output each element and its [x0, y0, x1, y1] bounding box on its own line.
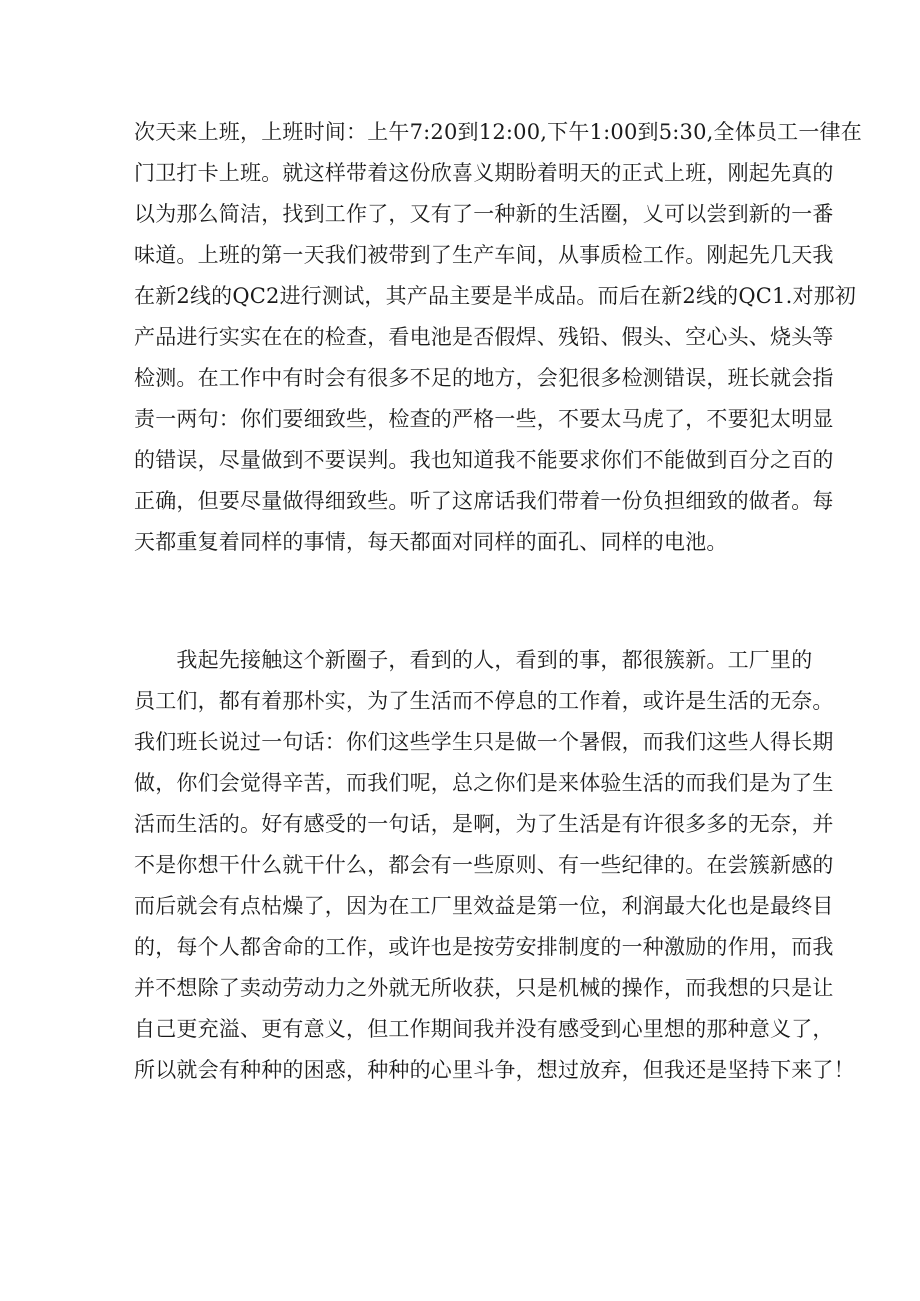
- paragraph-2-line: 活而生活的。好有感受的一句话，是啊，为了生活是有许很多多的无奈，并: [134, 812, 834, 836]
- paragraph-2-line: 我们班长说过一句话：你们这些学生只是做一个暑假，而我们这些人得长期: [134, 730, 834, 754]
- paragraph-2-line: 我起先接触这个新圈子，看到的人，看到的事，都很簇新。工厂里的: [134, 648, 813, 672]
- paragraph-1-line: 责一两句：你们要细致些，检查的严格一些，不要太马虎了，不要犯太明显: [134, 407, 834, 431]
- paragraph-1-line: 的错误，尽量做到不要误判。我也知道我不能要求你们不能做到百分之百的: [134, 448, 834, 472]
- paragraph-1: [134, 112, 862, 563]
- paragraph-1-line: 次天来上班，上班时间：上午7:20到12:00,下午1:00到5:30,全体员工一律在: [134, 120, 862, 144]
- paragraph-2-line: 所以就会有种种的困惑，种种的心里斗争，想过放弃，但我还是坚持下来了！: [134, 1058, 855, 1082]
- paragraph-2: [134, 640, 855, 1091]
- paragraph-1-line: 以为那么简洁，找到工作了，又有了一种新的生活圈，乂可以尝到新的一番: [134, 202, 834, 226]
- paragraph-2-line: 并不想除了卖动劳动力之外就无所收获，只是机械的操作，而我想的只是让: [134, 976, 834, 1000]
- paragraph-1-line: 在新2线的QC2进行测试，其产品主要是半成品。而后在新2线的QC1.对那初: [134, 284, 857, 308]
- paragraph-1-line: 门卫打卡上班。就这样带着这份欣喜义期盼着明天的正式上班，刚起先真的: [134, 161, 834, 185]
- paragraph-2-line: 的，每个人都舍命的工作，或许也是按劳安排制度的一种激励的作用，而我: [134, 935, 834, 959]
- paragraph-1-line: 味道。上班的第一天我们被带到了生产车间，从事质检工作。刚起先几天我: [134, 243, 834, 267]
- paragraph-2-line: 自己更充溢、更有意义，但工作期间我并没有感受到心里想的那种意义了，: [134, 1017, 834, 1041]
- paragraph-1-line: 天都重复着同样的事情，每天都面对同样的面孔、同样的电池。: [134, 530, 728, 554]
- paragraph-1-line: 产品进行实实在在的检查，看电池是否假焊、残铅、假头、空心头、烧头等: [134, 325, 834, 349]
- paragraph-1-line: 正确，但要尽量做得细致些。听了这席话我们带着一份负担细致的做者。每: [134, 489, 834, 513]
- paragraph-2-line: 而后就会有点枯燥了，因为在工厂里效益是第一位，利润最大化也是最终目: [134, 894, 834, 918]
- paragraph-2-line: 不是你想干什么就干什么，都会有一些原则、有一些纪律的。在尝簇新感的: [134, 853, 834, 877]
- paragraph-2-line: 员工们，都有着那朴实，为了生活而不停息的工作着，或许是生活的无奈。: [134, 689, 834, 713]
- paragraph-2-line: 做，你们会觉得辛苦，而我们呢，总之你们是来体验生活的而我们是为了生: [134, 771, 834, 795]
- paragraph-1-line: 检测。在工作中有时会有很多不足的地方，会犯很多检测错误，班长就会指: [134, 366, 834, 390]
